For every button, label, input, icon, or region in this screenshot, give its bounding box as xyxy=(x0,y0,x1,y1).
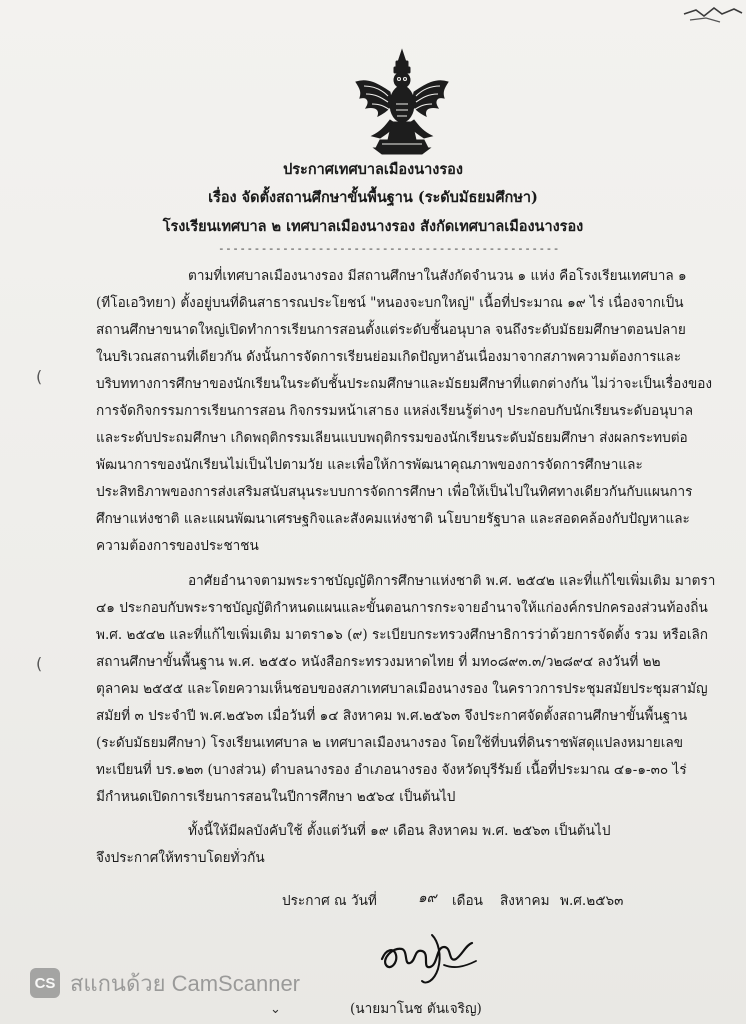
corner-scribble-mark xyxy=(676,0,746,30)
body-line: ทะเบียนที่ บร.๑๒๓ (บางส่วน) ตำบลนางรอง อำเภอนางรอง จังหวัดบุรีรัมย์ เนื้อที่ประมาณ ๔๑-๑-๓๐ ไร่ xyxy=(96,762,687,778)
body-line: อาศัยอำนาจตามพระราชบัญญัติการศึกษาแห่งชาติ พ.ศ. ๒๕๔๒ และที่แก้ไขเพิ่มเติม มาตรา xyxy=(188,573,716,589)
announce-year: พ.ศ.๒๕๖๓ xyxy=(560,893,624,909)
body-line: บริบททางการศึกษาของนักเรียนในระดับชั้นประถมศึกษาและมัธยมศึกษาที่แตกต่างกัน ไม่ว่าจะเป็นเรื่องของ xyxy=(96,376,713,392)
camscanner-watermark xyxy=(30,967,300,999)
body-line: และระดับประถมศึกษา เกิดพฤติกรรมเลียนแบบพฤติกรรมของนักเรียนระดับมัธยมศึกษา ส่งผลกระทบต่อ xyxy=(96,430,688,446)
body-line: ๔๑ ประกอบกับพระราชบัญญัติกำหนดแผนและขั้นตอนการกระจายอำนาจให้แก่องค์กรปกครองส่วนท้องถิ่น xyxy=(96,600,708,616)
handwritten-signature-icon xyxy=(372,925,482,990)
body-line: พ.ศ. ๒๕๔๒ และที่แก้ไขเพิ่มเติม มาตรา๑๖ (๙) ระเบียบกระทรวงศึกษาธิการว่าด้วยการจัดตั้ง รวม หรือเลิก xyxy=(96,627,709,643)
announce-day: ๑๙ xyxy=(418,890,437,906)
body-line: พัฒนาการของนักเรียนไม่เป็นไปตามวัย และเพื่อให้การพัฒนาคุณภาพของการจัดการศึกษาและ xyxy=(96,457,643,473)
announce-label: ประกาศ ณ วันที่ xyxy=(282,893,377,909)
camscanner-text: สแกนด้วย CamScanner xyxy=(70,970,301,996)
stray-mark: ⌄ xyxy=(270,1002,281,1017)
header-divider: ------------------------------------------------ xyxy=(218,242,560,255)
announcement-title: ประกาศเทศบาลเมืองนางรอง xyxy=(283,161,463,178)
body-line: ประสิทธิภาพของการส่งเสริมสนับสนุนระบบการจัดการศึกษา เพื่อให้เป็นไปในทิศทางเดียวกันกับแผนการ xyxy=(96,484,693,500)
closing-effective-line: ทั้งนี้ให้มีผลบังคับใช้ ตั้งแต่วันที่ ๑๙ เดือน สิงหาคม พ.ศ. ๒๕๖๓ เป็นต้นไป xyxy=(188,823,611,839)
camscanner-logo-icon: CS xyxy=(30,968,60,998)
body-line: ศึกษาแห่งชาติ และแผนพัฒนาเศรษฐกิจและสังคมแห่งชาติ นโยบายรัฐบาล และสอดคล้องกับปัญหาและ xyxy=(96,511,690,527)
body-line: มีกำหนดเปิดการเรียนการสอนในปีการศึกษา ๒๕๖๔ เป็นต้นไป xyxy=(96,789,456,805)
announce-month: สิงหาคม xyxy=(500,893,550,909)
announcement-school: โรงเรียนเทศบาล ๒ เทศบาลเมืองนางรอง สังกัดเทศบาลเมืองนางรอง xyxy=(162,218,584,235)
margin-bracket-mark: ( xyxy=(36,654,43,673)
body-line: ความต้องการของประชาชน xyxy=(96,538,259,554)
body-line: สถานศึกษาขนาดใหญ่เปิดทำการเรียนการสอนตั้งแต่ระดับชั้นอนุบาล จนถึงระดับมัธยมศึกษาตอนปลาย xyxy=(96,322,686,338)
body-line: (ระดับมัธยมศึกษา) โรงเรียนเทศบาล ๒ เทศบาลเมืองนางรอง โดยใช้ที่บนที่ดินราชพัสดุแปลงหมายเลข xyxy=(96,735,684,751)
garuda-emblem-icon xyxy=(350,48,454,156)
closing-notice-line: จึงประกาศให้ทราบโดยทั่วกัน xyxy=(96,850,265,866)
body-line: (ทีโอเอวิทยา) ตั้งอยู่บนที่ดินสาธารณประโยชน์ "หนองจะบกใหญ่" เนื้อที่ประมาณ ๑๙ ไร่ เนื่องจากเป็น xyxy=(96,295,684,311)
signer-name: (นายมาโนช ตันเจริญ) xyxy=(350,1001,482,1017)
body-line: การจัดกิจกรรมการเรียนการสอน กิจกรรมหน้าเสาธง แหล่งเรียนรู้ต่างๆ ประกอบกับนักเรียนระดับอนุบาล xyxy=(96,403,694,419)
body-line: สถานศึกษาขั้นพื้นฐาน พ.ศ. ๒๕๕๐ หนังสือกระทรวงมหาดไทย ที่ มท๐๘๙๓.๓/ว๒๘๙๔ ลงวันที่ ๒๒ xyxy=(96,654,661,670)
body-line: ตุลาคม ๒๕๕๕ และโดยความเห็นชอบของสภาเทศบาลเมืองนางรอง ในคราวการประชุมสมัยประชุมสามัญ xyxy=(96,681,708,697)
margin-bracket-mark: ( xyxy=(36,367,43,386)
body-line: ในบริเวณสถานที่เดียวกัน ดังนั้นการจัดการเรียนย่อมเกิดปัญหาอันเนื่องมาจากสภาพความต้องการและ xyxy=(96,349,682,365)
body-line: ตามที่เทศบาลเมืองนางรอง มีสถานศึกษาในสังกัดจำนวน ๑ แห่ง คือโรงเรียนเทศบาล ๑ xyxy=(188,268,687,284)
announcement-subject: เรื่อง จัดตั้งสถานศึกษาขั้นพื้นฐาน (ระดับมัธยมศึกษา) xyxy=(208,189,538,206)
announce-month-label: เดือน xyxy=(452,893,483,909)
body-line: สมัยที่ ๓ ประจำปี พ.ศ.๒๕๖๓ เมื่อวันที่ ๑๔ สิงหาคม พ.ศ.๒๕๖๓ จึงประกาศจัดตั้งสถานศึกษาขั้นพื้นฐาน xyxy=(96,708,688,724)
